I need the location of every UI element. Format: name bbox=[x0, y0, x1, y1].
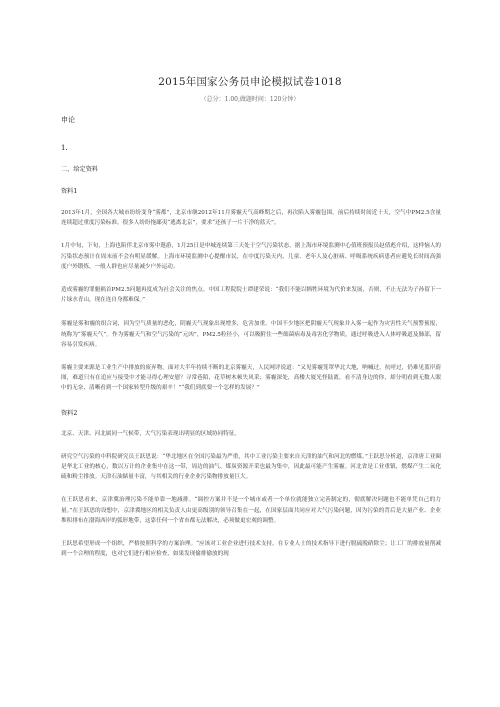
paragraph: 2013年1月，全国各大城市纷纷变身“雾都”，北京市继2012年11月雾霾天气高峰期之后，再次陷入雾霾包围。前后持续时间近十天，空气中PM2.5含量连续超过重度污染标准。很多人纷纷拖鄙夷“逃离北京”，要求“还孩子一片干净的蓝天”。 bbox=[61, 210, 441, 227]
paragraph: 造成雾霾的罪魁祸首PM2.5问题再度成为社会关注的焦点。中国工程院院士谭建荣说：“我们不能以牺牲环境为代价来发展，否则，不止无法为子孙留下一片绿水青山，现在连自身都难保。” bbox=[61, 287, 441, 304]
document-title: 2015年国家公务员申论模拟试卷1018 bbox=[158, 76, 342, 88]
paragraph: 1月中旬，下旬，上海也陷伴北京市雾中遨游，1月25日是申城连续第三天处于空气污染状态，据上海市环境监测中心值班预报员赵倩彪介绍，这样恼人的污染状态预计在周末前不会有明显缓解。上海市环境监测中心提醒市民，在中度污染天内，儿童、老年人及心脏病、呼吸系统疾病患者应避免长时间高强度户外锻炼，一般人群也应尽量减少户外运动。 bbox=[61, 243, 441, 270]
paragraph: 雾霾主要来源是工业生产中排放的废弃物。面对大半年持续不断的北京雾霾天，人民网评说道：“又见雾霾笼罩华北大地，呐喊过，抗呼过，仍难见蓝岸蔚图，难道只有在追应与接受中才能寻得心理安慰？寻常巷陌，花草树木顿失风采；雾霾深处，高楼大厦光怪陆离，看不清身边的你，却分明看到无数人眼中的无奈，清晰看到一个国家转型升级的艰辛！”“我们到底要一个怎样的发展？” bbox=[61, 365, 441, 392]
document-subtitle: （总分：1.00,做题时间：120分钟） bbox=[200, 96, 300, 103]
document-body bbox=[61, 113, 441, 559]
material-2-heading: 资料2 bbox=[61, 409, 78, 417]
paragraph: 研究空气污染的中科院研究员王跃思说：“华北地区在全国污染最为严重，其中工业污染主要来自天津的油气和河北的燃煤。”王跃思分析道，京津唐工业圈是华北工业的核心，数以万计的企业集中在这一带，周边的油气、煤炭资源开采也最为集中，因此最可能产生雾霾。河北省是工业重镇，燃煤产生二氧化硫和粉尘排放。天津石油储量丰富，与其相关的行业企业污染物排放量巨大。 bbox=[61, 453, 441, 481]
material-1-heading: 资料1 bbox=[61, 188, 78, 195]
paragraph: 北京、天津、河北属同一气候带，大气污染表现出明显的区域协同特征。 bbox=[61, 430, 241, 437]
paragraph: 在王跃思看来，京津冀治理污染不能单靠一地减排。“调控方案并不是一个城市或者一个单位就能独立完善制定的，彻底解决问题也不能单凭自己的力量。”在王跃思的设想中，京津冀地区的相关负责人由更高级别的领导召集在一起，在国家层面共同应对大气污染问题，因为污染的背后是大量产业、企业堆积排布在渤海西岸的弧形地带，这靠任何一个省市都无法解决，必须做更宏观的调整。 bbox=[61, 497, 441, 524]
section-given-materials: 二、给定资料 bbox=[61, 166, 99, 173]
section-shenlun: 申论 bbox=[61, 116, 75, 124]
paragraph: 王跃思希望形成一个组织，严格按照科学的方案治理。“应该对工业企业进行技术支持，在专业人士的技术指导下进行脱硫脱硝除尘；让工厂的排放量削减到一个合理的程度，也对它们进行相应检查，如果发现偷排偷放的现 bbox=[61, 541, 441, 558]
question-number: 1. bbox=[61, 144, 68, 152]
paragraph: 雾霾是雾和霾的组合词，因为空气质量的恶化，阴霾天气现象出现增多，危害加重。中国不少地区把阴霾天气现象并入雾一起作为灾害性天气预警预报，统称为“雾霾天气”。作为雾霾天气和空气污染的“元凶”，PM2.5粒径小，可以吸附住一些细菌病毒及毒害化学物质，通过呼吸进入人体呼吸道及肺部，留容易引发疾病。 bbox=[61, 321, 441, 348]
